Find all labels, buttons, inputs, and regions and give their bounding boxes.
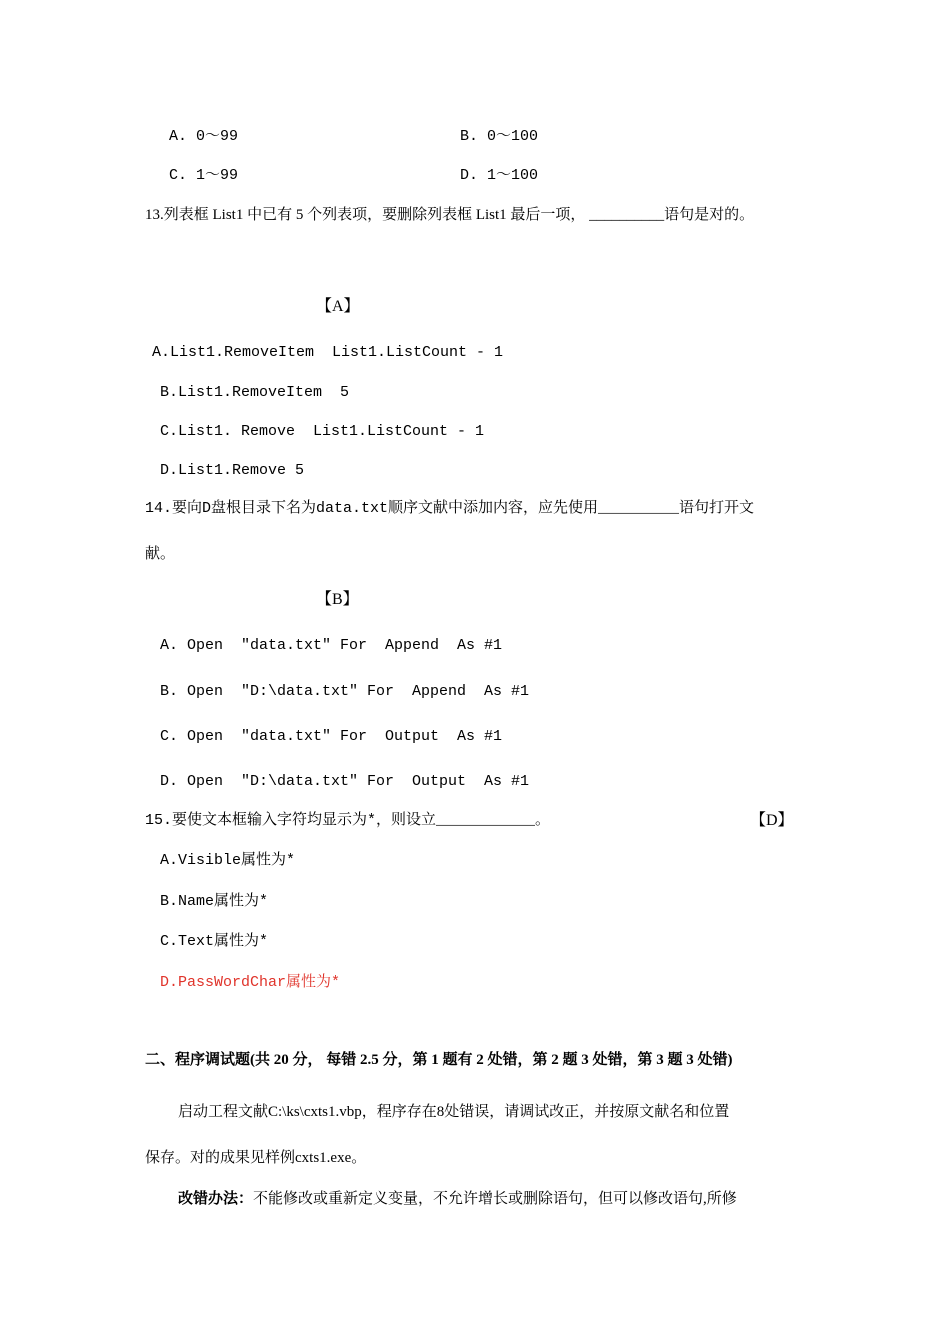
section2-paragraph-line1: 启动工程文献C:\ks\cxts1.vbp，程序存在8处错误，请调试改正，并按原文献名和位置: [178, 1104, 730, 1120]
q15-stem: 15.要使文本框输入字符均显示为*，则设立___________。: [145, 812, 551, 829]
q14-answer: 【B】: [316, 591, 359, 608]
q12-option-c: C. 1～99: [169, 167, 239, 184]
q13-option-d: D.List1.Remove 5: [160, 462, 305, 479]
section2-heading: 二、程序调试题(共 20 分， 每错 2.5 分，第 1 题有 2 处错，第 2 题 3 处错，第 3 题 3 处错): [145, 1052, 733, 1068]
q13-answer: 【A】: [316, 298, 360, 315]
rules-text: 不能修改或重新定义变量，不允许增长或删除语句，但可以修改语句,所修: [253, 1191, 737, 1207]
q14-option-a: A. Open "data.txt" For Append As #1: [160, 637, 503, 654]
q13-stem: 13.列表框 List1 中已有 5 个列表项，要删除列表框 List1 最后一项， __________语句是对的。: [145, 207, 755, 223]
section2-paragraph-line2: 保存。对的成果见样例cxts1.exe。: [145, 1150, 367, 1166]
q13-option-b: B.List1.RemoveItem 5: [160, 384, 350, 401]
q13-option-c: C.List1. Remove List1.ListCount - 1: [160, 423, 485, 440]
q13-option-a: A.List1.RemoveItem List1.ListCount - 1: [152, 344, 504, 361]
q15-option-d-correct: D.PassWordChar属性为*: [160, 974, 341, 991]
rules-label: 改错办法：: [178, 1191, 254, 1207]
q15-option-c: C.Text属性为*: [160, 933, 269, 950]
q15-option-a: A.Visible属性为*: [160, 852, 296, 869]
q15-option-b: B.Name属性为*: [160, 893, 269, 910]
q12-option-b: B. 0～100: [460, 128, 539, 145]
q14-stem-line1: 14.要向D盘根目录下名为data.txt顺序文献中添加内容，应先使用_________语句打开文: [145, 500, 755, 517]
q14-option-b: B. Open "D:\data.txt" For Append As #1: [160, 683, 530, 700]
q14-option-d: D. Open "D:\data.txt" For Output As #1: [160, 773, 530, 790]
q15-answer: 【D】: [750, 812, 794, 829]
q14-stem-line2: 献。: [145, 546, 176, 562]
q12-option-d: D. 1～100: [460, 167, 539, 184]
q12-option-a: A. 0～99: [169, 128, 239, 145]
q14-option-c: C. Open "data.txt" For Output As #1: [160, 728, 503, 745]
section2-rules-line: [178, 1190, 737, 1208]
